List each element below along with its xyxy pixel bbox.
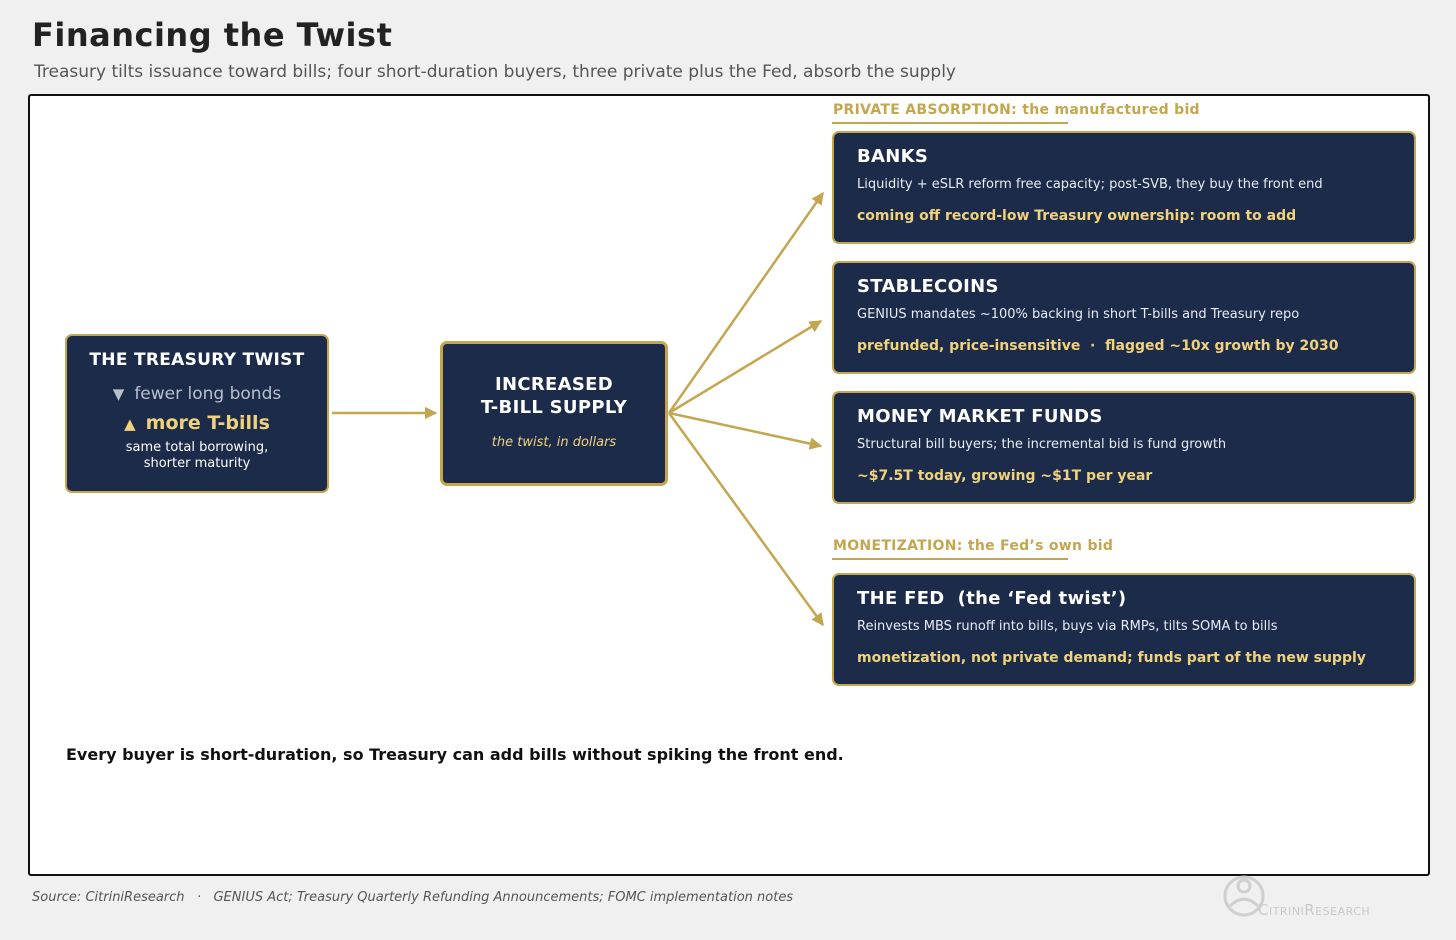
treasury-twist-note [67, 440, 327, 472]
buyer-key-point: monetization, not private demand; funds part of the new supply [857, 650, 1366, 666]
conclusion-text: Every buyer is short-duration, so Treasury can add bills without spiking the front end. [66, 745, 844, 764]
treasury-twist-heading: THE TREASURY TWIST [89, 350, 305, 370]
note-line-1: same total borrowing, [125, 440, 269, 455]
tbill-supply-heading-line-1: INCREASED [495, 374, 613, 395]
buyer-node-banks [832, 131, 1416, 244]
buyer-node-stablecoins [832, 261, 1416, 374]
monetization-rule [832, 558, 1068, 560]
arrow-supply-to-banks [669, 193, 823, 413]
tbill-supply-heading-line-2: T-BILL SUPPLY [480, 397, 628, 418]
page-subtitle: Treasury tilts issuance toward bills; four short-duration buyers, three private plus the Fed, absorb the supply [34, 62, 956, 82]
arrow-supply-to-stablecoins [669, 321, 821, 413]
buyer-heading: BANKS [857, 146, 929, 167]
buyer-key-point: coming off record-low Treasury ownership: room to add [857, 208, 1297, 224]
buyer-description: GENIUS mandates ~100% backing in short T-bills and Treasury repo [857, 307, 1300, 322]
buyer-key-point: ~$7.5T today, growing ~$1T per year [857, 468, 1153, 484]
page-title: Financing the Twist [32, 16, 393, 54]
private-absorption-rule [832, 122, 1068, 124]
buyer-node-money-market-funds [832, 391, 1416, 504]
buyer-description: Liquidity + eSLR reform free capacity; post-SVB, they buy the front end [857, 177, 1323, 192]
buyer-key-point: prefunded, price-insensitive · flagged ~10x growth by 2030 [857, 338, 1339, 354]
fewer-long-bonds-label: fewer long bonds [134, 384, 282, 404]
treasury-twist-node [65, 334, 329, 493]
buyer-node-fed [832, 573, 1416, 686]
more-tbills-line [67, 412, 327, 434]
arrow-supply-to-mmf [669, 413, 821, 446]
fewer-long-bonds-line [67, 384, 327, 404]
buyer-heading: THE FED (the ‘Fed twist’) [857, 588, 1127, 609]
private-absorption-label: PRIVATE ABSORPTION: the manufactured bid [833, 102, 1200, 118]
monetization-label: MONETIZATION: the Fed’s own bid [833, 538, 1114, 554]
source-note: Source: CitriniResearch · GENIUS Act; Treasury Quarterly Refunding Announcements; FOMC implementation notes [32, 890, 794, 905]
triangle-up-icon: ▲ [124, 415, 136, 433]
more-tbills-label: more T-bills [145, 412, 270, 434]
note-line-2: shorter maturity [143, 456, 251, 471]
arrow-supply-to-fed [669, 413, 823, 625]
tbill-supply-heading [443, 373, 665, 419]
tbill-supply-subtext: the twist, in dollars [491, 435, 617, 450]
buyer-description: Structural bill buyers; the incremental bid is fund growth [857, 437, 1227, 452]
buyer-description: Reinvests MBS runoff into bills, buys via RMPs, tilts SOMA to bills [857, 619, 1278, 634]
tbill-supply-node [440, 341, 668, 486]
citrini-logo-text: CitriniResearch [1258, 901, 1371, 919]
buyer-heading: STABLECOINS [857, 276, 999, 297]
triangle-down-icon: ▼ [112, 385, 125, 403]
buyer-heading: MONEY MARKET FUNDS [857, 406, 1103, 427]
